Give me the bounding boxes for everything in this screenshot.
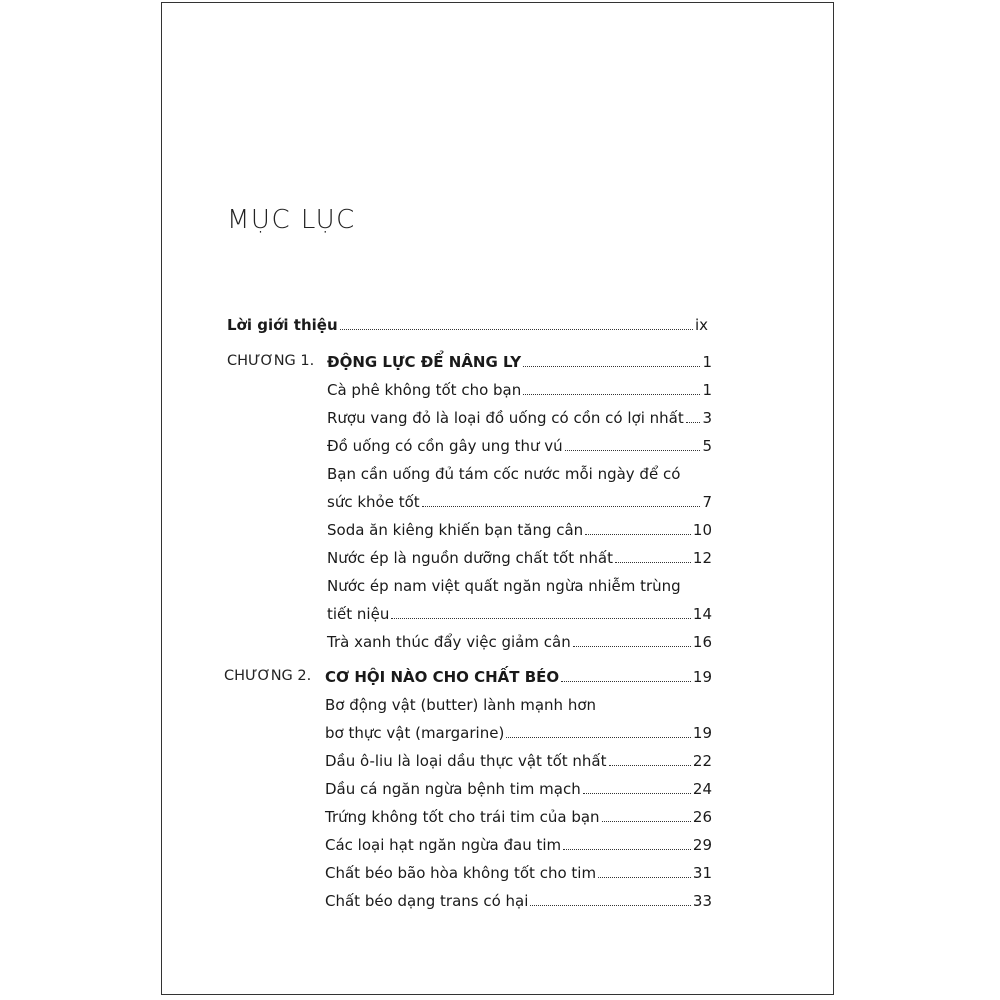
toc-entry-text: bơ thực vật (margarine) [325, 724, 505, 742]
toc-entry-text: Rượu vang đỏ là loại đồ uống có cồn có lợi nhất [327, 409, 684, 427]
toc-entry-page: 3 [702, 409, 712, 427]
toc-entry-text: Dầu ô-liu là loại dầu thực vật tốt nhất [325, 752, 607, 770]
chapter-label: CHƯƠNG 1. [227, 353, 315, 369]
toc-entry-page: 7 [702, 493, 712, 511]
toc-entry [327, 631, 712, 653]
chapter-heading-text: CƠ HỘI NÀO CHO CHẤT BÉO [325, 668, 560, 686]
toc-entry-text: Cà phê không tốt cho bạn [327, 381, 522, 399]
toc-entry-line-text: Nước ép nam việt quất ngăn ngừa nhiễm trùng [327, 577, 681, 595]
toc-entry [325, 778, 712, 800]
toc-entry [325, 806, 712, 828]
toc-entry-text: Các loại hạt ngăn ngừa đau tim [325, 836, 562, 854]
leader-dots [506, 737, 691, 738]
chapter-heading-page: 1 [702, 353, 712, 371]
toc-entry-text: Soda ăn kiêng khiến bạn tăng cân [327, 521, 584, 539]
toc-entry-text: Trứng không tốt cho trái tim của bạn [325, 808, 600, 826]
leader-dots [563, 849, 691, 850]
toc-entry-page: 29 [692, 836, 712, 854]
chapter-heading-text: ĐỘNG LỰC ĐỂ NÂNG LY [327, 353, 522, 371]
toc-entry [327, 435, 712, 457]
leader-dots [585, 534, 691, 535]
toc-entry [327, 379, 712, 401]
toc-entry [327, 519, 712, 541]
leader-dots [523, 366, 700, 367]
toc-entry-text: Đồ uống có cồn gây ung thư vú [327, 437, 563, 455]
toc-entry-page: 33 [692, 892, 712, 910]
chapter-label: CHƯƠNG 2. [224, 668, 312, 684]
toc-entry-text: Dầu cá ngăn ngừa bệnh tim mạch [325, 780, 581, 798]
toc-entry-page: 26 [692, 808, 712, 826]
toc-entry-line [327, 463, 680, 485]
chapter-heading [325, 666, 712, 688]
chapter-heading-page: 19 [692, 668, 712, 686]
toc-entry [327, 407, 712, 429]
leader-dots [602, 821, 691, 822]
leader-dots [391, 618, 691, 619]
leader-dots [565, 450, 701, 451]
toc-entry-page: 31 [692, 864, 712, 882]
toc-entry [325, 834, 712, 856]
leader-dots [609, 765, 691, 766]
toc-entry-page: 24 [692, 780, 712, 798]
toc-intro-page: ix [694, 316, 708, 334]
toc-intro-text: Lời giới thiệu [227, 316, 338, 334]
toc-entry [327, 603, 712, 625]
toc-entry-text: Chất béo bão hòa không tốt cho tim [325, 864, 597, 882]
leader-dots [686, 422, 701, 423]
toc-entry-text: Chất béo dạng trans có hại [325, 892, 529, 910]
toc-entry-page: 5 [702, 437, 712, 455]
toc-entry [327, 491, 712, 513]
toc-entry-page: 1 [702, 381, 712, 399]
toc-entry-line-text: Bơ động vật (butter) lành mạnh hơn [325, 696, 597, 714]
toc-entry-line [325, 694, 596, 716]
toc-entry-text: Nước ép là nguồn dưỡng chất tốt nhất [327, 549, 613, 567]
leader-dots [583, 793, 691, 794]
toc-intro [227, 314, 708, 336]
toc-entry [325, 890, 712, 912]
leader-dots [573, 646, 691, 647]
toc-entry-text: Trà xanh thúc đẩy việc giảm cân [327, 633, 571, 651]
toc-entry-line-text: Bạn cần uống đủ tám cốc nước mỗi ngày để có [327, 465, 681, 483]
toc-entry-line [327, 575, 681, 597]
toc-entry-text: sức khỏe tốt [327, 493, 420, 511]
toc-entry-page: 10 [692, 521, 712, 539]
toc-entry [327, 547, 712, 569]
leader-dots [530, 905, 690, 906]
toc-entry [325, 722, 712, 744]
page-title: MỤC LỤC [227, 205, 356, 235]
toc-entry-page: 16 [692, 633, 712, 651]
toc-entry [325, 750, 712, 772]
leader-dots [340, 329, 693, 330]
leader-dots [598, 877, 691, 878]
toc-entry-page: 12 [692, 549, 712, 567]
leader-dots [615, 562, 691, 563]
toc-entry-page: 19 [692, 724, 712, 742]
toc-entry [325, 862, 712, 884]
toc-entry-text: tiết niệu [327, 605, 390, 623]
chapter-heading [327, 351, 712, 373]
leader-dots [422, 506, 701, 507]
leader-dots [523, 394, 700, 395]
toc-entry-page: 22 [692, 752, 712, 770]
toc-entry-page: 14 [692, 605, 712, 623]
leader-dots [561, 681, 691, 682]
